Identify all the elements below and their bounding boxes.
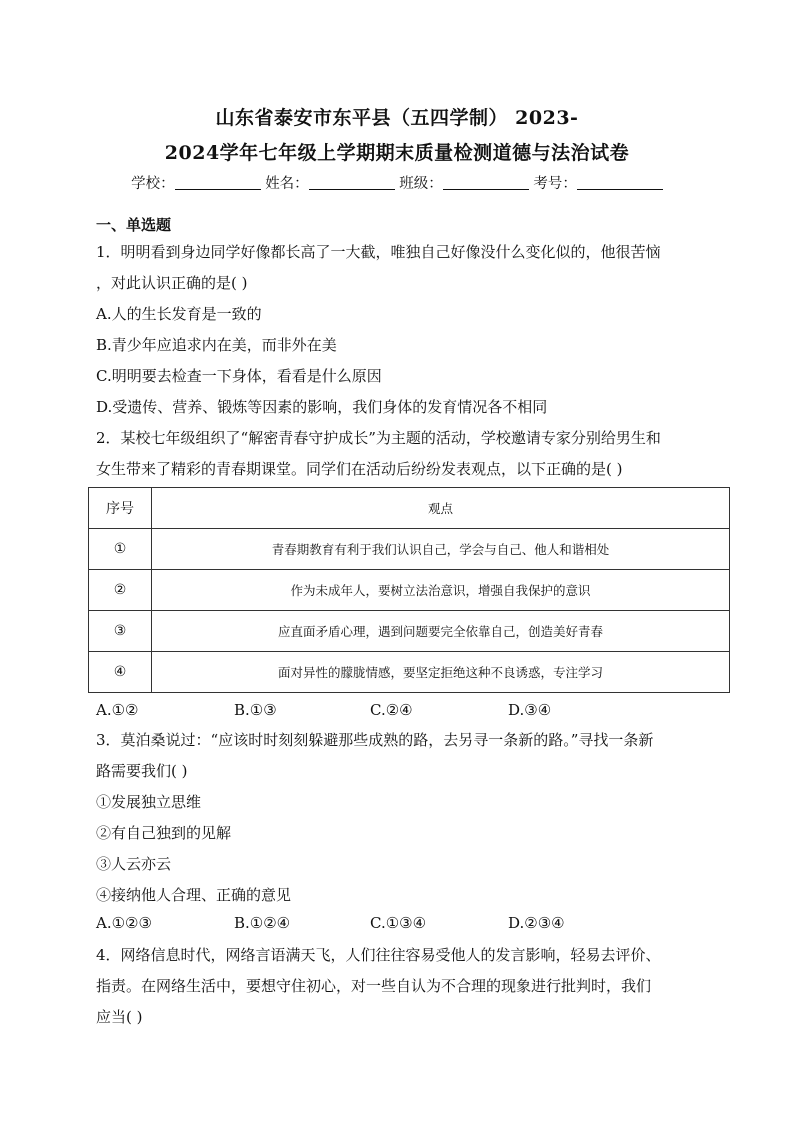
class-blank[interactable] — [443, 175, 529, 190]
q2-stem-line2: 女生带来了精彩的青春期课堂。同学们在活动后纷纷发表观点，以下正确的是( ) — [96, 460, 623, 478]
school-label: 学校： — [131, 176, 175, 192]
table-cell-number: ② — [89, 570, 152, 611]
number-label: 考号： — [533, 176, 577, 192]
q4-stem-line1: 4．网络信息时代，网络言语满天飞，人们往往容易受他人的发言影响，轻易去评价、 — [96, 946, 661, 964]
exam-title-line2: 2024学年七年级上学期期末质量检测道德与法治试卷 — [164, 142, 630, 164]
q2-viewpoint-table — [88, 487, 730, 693]
q3-stem-line1: 3．莫泊桑说过：“应该时时刻刻躲避那些成熟的路，去另寻一条新的路。”寻找一条新 — [96, 731, 654, 749]
q1-stem-line1: 1．明明看到身边同学好像都长高了一大截，唯独自己好像没什么变化似的，他很苦恼 — [96, 243, 661, 261]
q4-stem-line3: 应当( ) — [96, 1008, 143, 1026]
table-header-number: 序号 — [89, 488, 152, 529]
table-header-viewpoint: 观点 — [152, 488, 730, 529]
q4-stem-line2: 指责。在网络生活中，要想守住初心，对一些自认为不合理的现象进行批判时，我们 — [96, 977, 652, 995]
q3-item-4: ④接纳他人合理、正确的意见 — [96, 886, 292, 904]
table-header-row — [89, 488, 730, 529]
q2-option-c[interactable]: C.②④ — [370, 701, 413, 719]
q1-stem-line2: ，对此认识正确的是( ) — [96, 274, 248, 292]
table-cell-viewpoint: 青春期教育有利于我们认识自己，学会与自己、他人和谐相处 — [152, 529, 730, 570]
q2-options — [96, 701, 551, 719]
table-row — [89, 529, 730, 570]
section-heading: 一、单选题 — [96, 216, 172, 234]
q2-option-a[interactable]: A.①② — [96, 701, 139, 719]
table-cell-number: ③ — [89, 611, 152, 652]
q2-option-b[interactable]: B.①③ — [234, 701, 277, 719]
class-label: 班级： — [399, 176, 443, 192]
name-label: 姓名： — [265, 176, 309, 192]
q3-option-b[interactable]: B.①②④ — [234, 914, 291, 932]
table-row — [89, 570, 730, 611]
q3-options — [96, 914, 565, 932]
table-cell-number: ① — [89, 529, 152, 570]
q3-option-a[interactable]: A.①②③ — [96, 914, 152, 932]
q1-option-d[interactable]: D.受遗传、营养、锻炼等因素的影响，我们身体的发育情况各不相同 — [96, 398, 548, 416]
q3-option-c[interactable]: C.①③④ — [370, 914, 427, 932]
q1-option-c[interactable]: C.明明要去检查一下身体，看看是什么原因 — [96, 367, 382, 385]
q2-option-d[interactable]: D.③④ — [508, 701, 552, 719]
table-cell-viewpoint: 应直面矛盾心理，遇到问题要完全依靠自己，创造美好青春 — [152, 611, 730, 652]
table-row — [89, 652, 730, 693]
student-info-row — [0, 172, 794, 193]
q3-option-d[interactable]: D.②③④ — [508, 914, 565, 932]
table-cell-number: ④ — [89, 652, 152, 693]
exam-title-line1: 山东省泰安市东平县（五四学制） 2023- — [215, 107, 579, 129]
q3-item-3: ③人云亦云 — [96, 855, 172, 873]
name-blank[interactable] — [309, 175, 395, 190]
number-blank[interactable] — [577, 175, 663, 190]
q3-item-1: ①发展独立思维 — [96, 793, 202, 811]
q3-item-2: ②有自己独到的见解 — [96, 824, 232, 842]
table-cell-viewpoint: 作为未成年人，要树立法治意识，增强自我保护的意识 — [152, 570, 730, 611]
table-cell-viewpoint: 面对异性的朦胧情感，要坚定拒绝这种不良诱惑，专注学习 — [152, 652, 730, 693]
q3-stem-line2: 路需要我们( ) — [96, 762, 188, 780]
table-row — [89, 611, 730, 652]
q1-option-b[interactable]: B.青少年应追求内在美，而非外在美 — [96, 336, 337, 354]
school-blank[interactable] — [175, 175, 261, 190]
q2-stem-line1: 2．某校七年级组织了“解密青春守护成长”为主题的活动，学校邀请专家分别给男生和 — [96, 429, 661, 447]
q1-option-a[interactable]: A.人的生长发育是一致的 — [96, 305, 262, 323]
